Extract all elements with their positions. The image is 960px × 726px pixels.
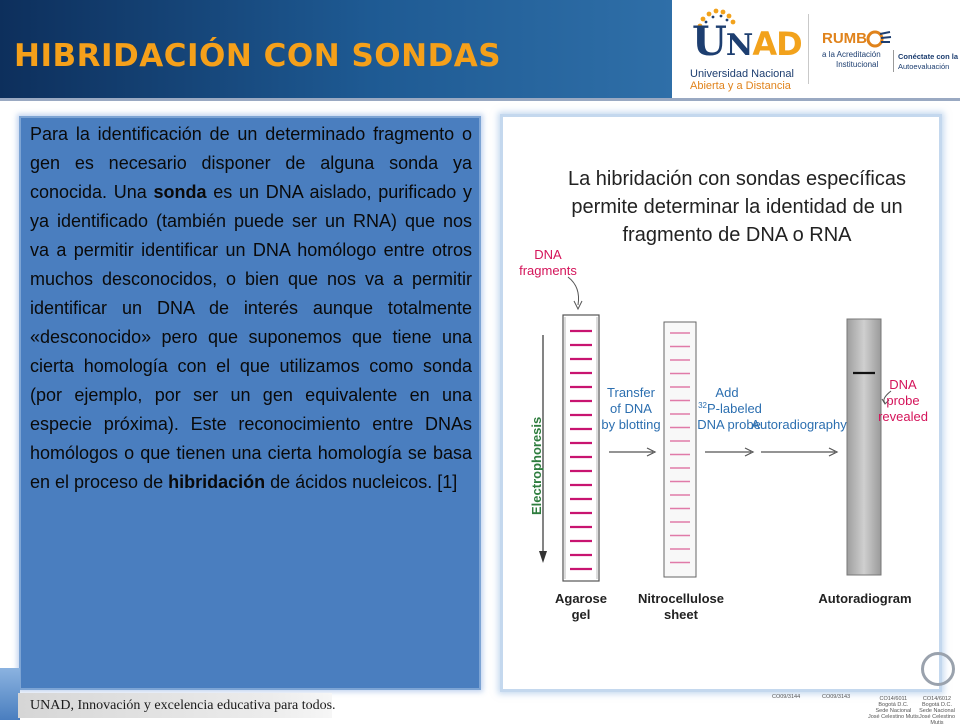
transfer-label-3: by blotting [601, 417, 661, 432]
add-label-2: $^{32}$P-labeled [698, 401, 762, 416]
probe-label-3: revealed [878, 409, 928, 424]
rumbo-subtitle: a la Acreditación Institucional [822, 50, 881, 69]
dna-fragments-label-2: fragments [519, 263, 577, 278]
body-paragraph: Para la identificación de un determinado fragmento o gen es necesario disponer de alguna sonda ya conocida. Una sonda es un DNA aislado, purificado y ya identificado (también puede ser un RNA) que nos va a permitir identificar un DNA homólogo entre otros muchos desconocidos, o bien que nos va a permitir identificar un DNA de interés aunque totalmente «desconocido» pero que suponemos que tiene una cierta homología con el que utilizamos como sonda (por ejemplo, por ser un gen equivalente en una especie próxima). Este reconocimiento entre DNAs homólogos o que tienen una cierta homología se basa en el proceso de hibridación de ácidos nucleicos. [1] [30, 124, 473, 492]
figure-title-line1: La hibridación con sondas específicas [568, 168, 906, 190]
agarose-label-1: Agarose [554, 591, 608, 606]
electrophoresis-label: Electrophoresis [529, 416, 544, 515]
probe-label-2: probe [886, 393, 920, 408]
dna-fragments-label-1: DNA [534, 247, 562, 262]
unad-name-line1: Universidad Nacional [690, 68, 794, 80]
autoradiogram [847, 319, 881, 575]
page-title: HIBRIDACIÓN CON SONDAS [14, 38, 502, 74]
header [0, 0, 960, 100]
nitro-label-1: Nitrocellulose [638, 591, 724, 606]
hybridization-diagram [503, 117, 939, 689]
agarose-gel [563, 315, 599, 581]
figure-panel [500, 114, 942, 692]
add-label-1: Add [715, 385, 739, 400]
nitro-label-2: sheet [664, 607, 698, 622]
agarose-label-2: gel [571, 607, 591, 622]
transfer-label-1: Transfer [607, 385, 655, 400]
dna-fragments-pointer [568, 277, 579, 305]
unad-wordmark: UNAD [692, 18, 802, 65]
autoradiogram-label: Autoradiogram [818, 591, 912, 606]
rumbo-title: RUMB [822, 30, 867, 47]
title-banner [0, 0, 672, 100]
nitrocellulose-sheet [664, 322, 696, 577]
transfer-label-2: of DNA [610, 401, 652, 416]
rumbo-divider [893, 50, 894, 72]
rumbo-swoosh-icon [866, 30, 892, 48]
term-sonda: sonda [153, 182, 207, 202]
cert-2: CO09/3143 [822, 694, 851, 700]
cert-1: CO09/3144 [772, 694, 801, 700]
probe-label-1: DNA [889, 377, 917, 392]
certification-seal-icon [921, 652, 955, 686]
figure-title-line3: fragmento de DNA o RNA [622, 224, 852, 246]
cert-3: CO14/6011 Bogotá D.C. Sede Nacional José Celestino Mutis [868, 696, 919, 720]
footer-slogan: UNAD, Innovación y excelencia educativa para todos. [30, 698, 336, 713]
unad-name-line2: Abierta y a Distancia [690, 80, 791, 92]
autoradiography-label: Autoradiography [751, 417, 847, 432]
figure-title-line2: permite determinar la identidad de un [571, 196, 903, 218]
term-hibridacion: hibridación [168, 472, 266, 492]
header-divider [0, 98, 960, 101]
text-panel [19, 116, 481, 690]
conectate-text: Conéctate con la Autoevaluación [898, 52, 959, 71]
add-label-3: DNA probe [697, 417, 761, 432]
footer-accent [0, 668, 20, 720]
cert-4: CO14/6012 Bogotá D.C. Sede Nacional José Celestino Mutis [918, 696, 956, 726]
logo-divider [808, 14, 809, 84]
